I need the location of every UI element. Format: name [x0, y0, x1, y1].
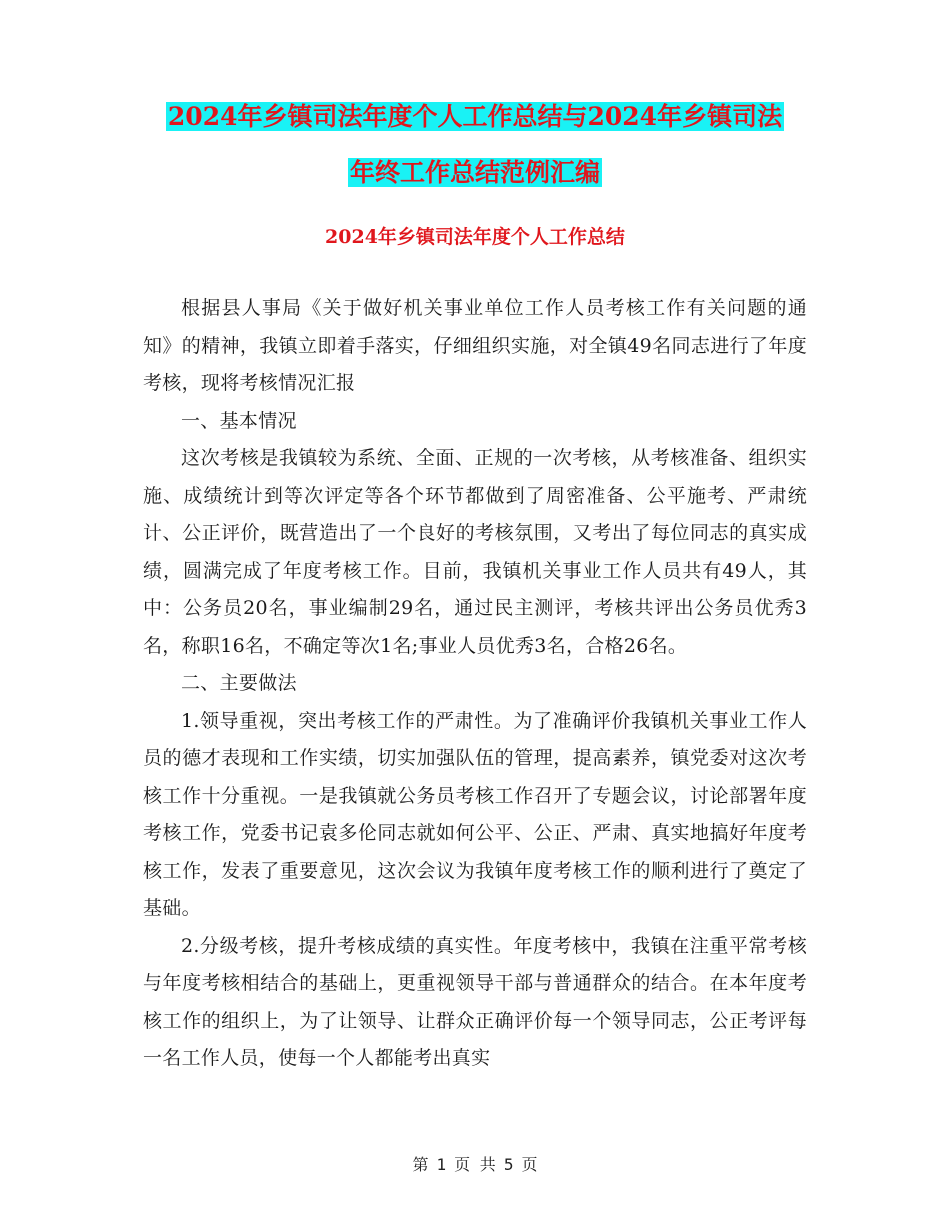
page-footer	[0, 1152, 950, 1175]
title-highlight-1: 2024年乡镇司法年度个人工作总结与2024年乡镇司法	[167, 102, 783, 131]
paragraph-intro: 根据县人事局《关于做好机关事业单位工作人员考核工作有关问题的通知》的精神，我镇立即着手落实，仔细组织实施，对全镇49名同志进行了年度考核，现将考核情况汇报	[143, 297, 807, 394]
paragraph-practice-1: 1.领导重视，突出考核工作的严肃性。为了准确评价我镇机关事业工作人员的德才表现和工作实绩，切实加强队伍的管理，提高素养，镇党委对这次考核工作十分重视。一是我镇就公务员考核工作召开了专题会议，讨论部署年度考核工作，党委书记袁多伦同志就如何公平、公正、严肃、真实地搞好年度考核工作，发表了重要意见，这次会议为我镇年度考核工作的顺利进行了奠定了基础。	[143, 709, 807, 919]
footer-prefix: 第	[412, 1155, 429, 1174]
footer-middle: 页 共	[454, 1155, 496, 1174]
document-title-line-1	[140, 102, 810, 132]
paragraph-practice-2: 2.分级考核，提升考核成绩的真实性。年度考核中，我镇在注重平常考核与年度考核相结合的基础上，更重视领导干部与普通群众的结合。在本年度考核工作的组织上，为了让领导、让群众正确评价每一个领导同志，公正考评每一名工作人员，使每一个人都能考出真实	[143, 934, 807, 1069]
heading-main-practices: 二、主要做法	[181, 672, 297, 694]
footer-suffix: 页	[521, 1155, 538, 1174]
body-text	[143, 290, 807, 1078]
paragraph-basic-situation: 这次考核是我镇较为系统、全面、正规的一次考核，从考核准备、组织实施、成绩统计到等次评定等各个环节都做到了周密准备、公平施考、严肃统计、公正评价，既营造出了一个良好的考核氛围，又考出了每位同志的真实成绩，圆满完成了年度考核工作。目前，我镇机关事业工作人员共有49人，其中：公务员20名，事业编制29名，通过民主测评，考核共评出公务员优秀3名，称职16名，不确定等次1名;事业人员优秀3名，合格26名。	[143, 447, 807, 657]
heading-basic-situation: 一、基本情况	[181, 409, 297, 432]
title-highlight-2: 年终工作总结范例汇编	[349, 158, 600, 187]
document-title-line-2	[140, 158, 810, 188]
footer-page-number: 1	[436, 1155, 447, 1174]
section-title: 2024年乡镇司法年度个人工作总结	[325, 226, 625, 248]
footer-total-pages: 5	[503, 1155, 514, 1174]
